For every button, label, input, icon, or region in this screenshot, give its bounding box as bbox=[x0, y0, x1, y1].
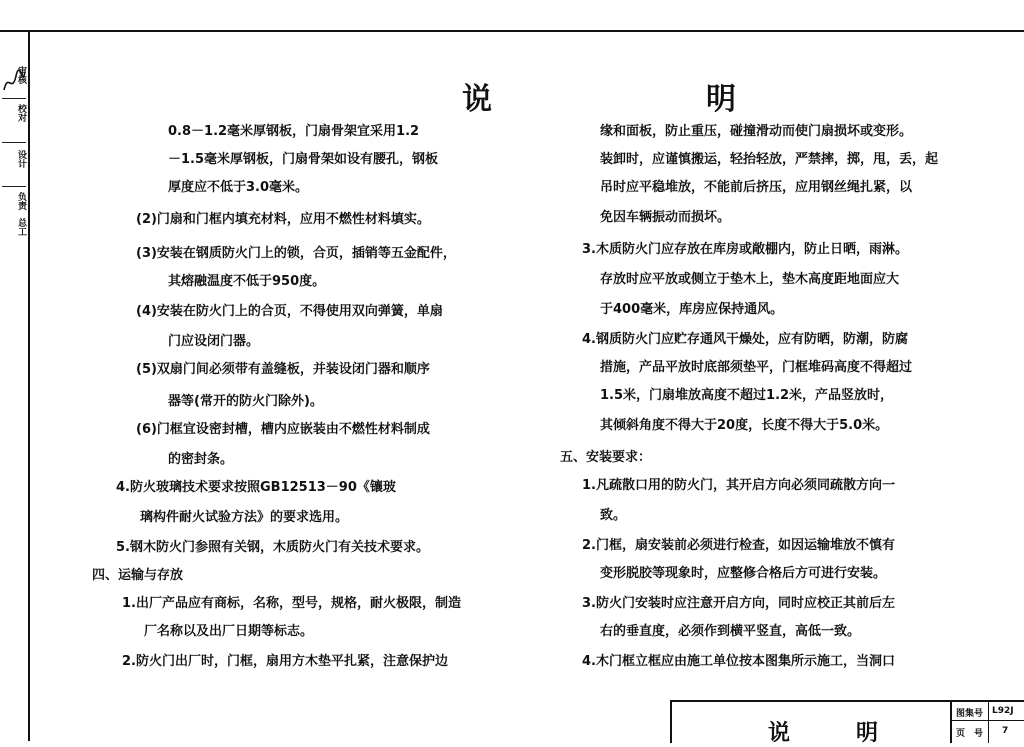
text-line: 措施，产品平放时底部须垫平，门框堆码高度不得超过 bbox=[600, 360, 913, 375]
signature-mark bbox=[0, 66, 28, 96]
atlas-number-label: 图集号 bbox=[956, 709, 984, 719]
page-frame-top bbox=[0, 30, 1024, 32]
section-heading: 四、运输与存放 bbox=[92, 568, 184, 583]
text-line: 其倾斜角度不得大于20度，长度不得大于5.0米。 bbox=[600, 418, 889, 433]
text-line: 其熔融温度不低于950度。 bbox=[168, 274, 326, 289]
text-line: 0.8－1.2毫米厚钢板，门扇骨架宜采用1.2 bbox=[168, 124, 420, 139]
text-line: 装卸时，应谨慎搬运，轻抬轻放，严禁摔，掷，甩，丢，起 bbox=[600, 152, 939, 167]
page-frame-left bbox=[28, 30, 30, 741]
title-block-name: 说 明 bbox=[768, 721, 901, 746]
text-line: 2.防火门出厂时，门框，扇用方木垫平扎紧，注意保护边 bbox=[122, 654, 448, 669]
page-number-label: 页 号 bbox=[956, 729, 984, 739]
text-line: 厚度应不低于3.0毫米。 bbox=[168, 180, 309, 195]
text-line: 门应设闭门器。 bbox=[168, 334, 260, 349]
text-line: 1.5米，门扇堆放高度不超过1.2米，产品竖放时， bbox=[600, 388, 894, 403]
page-title: 说 明 bbox=[462, 82, 828, 117]
side-text-chief: 总工 bbox=[16, 218, 26, 236]
title-block-divider bbox=[952, 720, 1024, 721]
text-line: 3.防火门安装时应注意开启方向，同时应校正其前后左 bbox=[582, 596, 895, 611]
text-line: 于400毫米，库房应保持通风。 bbox=[600, 302, 784, 317]
text-line: (3)安装在钢质防火门上的锁，合页，插销等五金配件， bbox=[136, 246, 456, 261]
title-block bbox=[670, 700, 1024, 746]
text-line: 4.木门框立框应由施工单位按本图集所示施工，当洞口 bbox=[582, 654, 895, 669]
text-line: 吊时应平稳堆放，不能前后挤压，应用钢丝绳扎紧，以 bbox=[600, 180, 913, 195]
text-line: 变形脱胶等现象时，应整修合格后方可进行安装。 bbox=[600, 566, 887, 581]
text-line: 厂名称以及出厂日期等标志。 bbox=[144, 624, 314, 639]
text-line: －1.5毫米厚钢板，门扇骨架如设有腰孔，钢板 bbox=[168, 152, 439, 167]
side-text-design: 设计 bbox=[16, 150, 26, 168]
text-line: 右的垂直度，必须作到横平竖直，高低一致。 bbox=[600, 624, 861, 639]
title-block-divider bbox=[950, 702, 952, 743]
text-line: 2.门框，扇安装前必须进行检查，如因运输堆放不慎有 bbox=[582, 538, 895, 553]
text-line: 璃构件耐火试验方法》的要求选用。 bbox=[140, 510, 349, 525]
text-line: 4.防火玻璃技术要求按照GB12513－90《镶玻 bbox=[116, 480, 396, 495]
text-line: (4)安装在防火门上的合页，不得使用双向弹簧，单扇 bbox=[136, 304, 443, 319]
section-heading: 五、安装要求： bbox=[560, 450, 652, 465]
text-line: (2)门扇和门框内填充材料，应用不燃性材料填实。 bbox=[136, 212, 430, 227]
text-line: 1.出厂产品应有商标，名称，型号，规格，耐火极限，制造 bbox=[122, 596, 461, 611]
text-line: 缘和面板，防止重压，碰撞滑动而使门扇损坏或变形。 bbox=[600, 124, 913, 139]
text-line: 致。 bbox=[600, 508, 627, 523]
page-number-value: 7 bbox=[1002, 726, 1009, 736]
signature-scribble-icon bbox=[0, 66, 28, 96]
text-line: 5.钢木防火门参照有关钢，木质防火门有关技术要求。 bbox=[116, 540, 429, 555]
text-line: 4.钢质防火门应贮存通风干燥处，应有防晒，防潮，防腐 bbox=[582, 332, 908, 347]
side-text-lead: 负责 bbox=[16, 192, 26, 210]
side-text-check: 校对 bbox=[16, 104, 26, 122]
text-line: 免因车辆振动而损坏。 bbox=[600, 210, 731, 225]
text-line: 3.木质防火门应存放在库房或敞棚内，防止日晒，雨淋。 bbox=[582, 242, 908, 257]
text-line: 存放时应平放或侧立于垫木上，垫木高度距地面应大 bbox=[600, 272, 900, 287]
title-block-divider bbox=[988, 702, 989, 743]
text-line: 器等(常开的防火门除外)。 bbox=[168, 394, 323, 409]
text-line: 1.凡疏散口用的防火门，其开启方向必须同疏散方向一 bbox=[582, 478, 895, 493]
text-line: (6)门框宜设密封槽，槽内应嵌装由不燃性材料制成 bbox=[136, 422, 430, 437]
text-line: (5)双扇门间必须带有盖缝板，并装设闭门器和顺序 bbox=[136, 362, 430, 377]
text-line: 的密封条。 bbox=[168, 452, 234, 467]
side-text-review: 审核 bbox=[16, 66, 26, 84]
side-strip bbox=[0, 32, 28, 252]
atlas-number-value: L92J bbox=[992, 706, 1014, 716]
